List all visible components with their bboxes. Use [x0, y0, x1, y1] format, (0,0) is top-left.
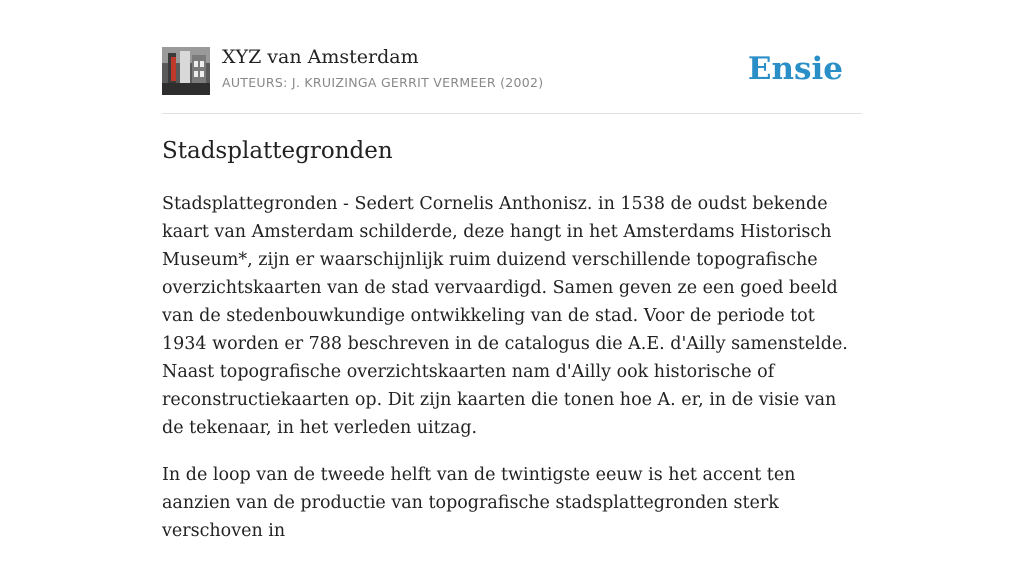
book-title[interactable]: XYZ van Amsterdam [222, 46, 419, 68]
book-authors: AUTEURS: J. KRUIZINGA GERRIT VERMEER (2002) [222, 75, 544, 90]
header [162, 46, 862, 96]
header-divider [162, 113, 862, 114]
entry-paragraph: In de loop van de tweede helft van de twintigste eeuw is het accent ten aanzien van de productie van topografische stadsplattegronden sterk verschoven in [162, 465, 796, 541]
book-cover-image [162, 47, 210, 95]
ensie-logo[interactable]: Ensie [747, 51, 843, 87]
book-cover-avatar[interactable] [162, 47, 210, 95]
entry-body [162, 190, 862, 564]
entry-paragraph: Stadsplattegronden - Sedert Cornelis Anthonisz. in 1538 de oudst bekende kaart van Amsterdam schilderde, deze hangt in het Amsterdams Historisch Museum*, zijn er waarschijnlijk ruim duizend verschillende topografische overzichtskaarten van de stad vervaardigd. Samen geven ze een goed beeld van de stedenbouwkundige ontwikkeling van de stad. Voor de periode tot 1934 worden er 788 beschreven in de catalogus die A.E. d'Ailly samenstelde. Naast topografische overzichtskaarten nam d'Ailly ook historische of reconstructiekaarten op. Dit zijn kaarten die tonen hoe A. er, in de visie van de tekenaar, in het verleden uitzag. [162, 194, 848, 438]
entry-title: Stadsplattegronden [162, 138, 393, 164]
